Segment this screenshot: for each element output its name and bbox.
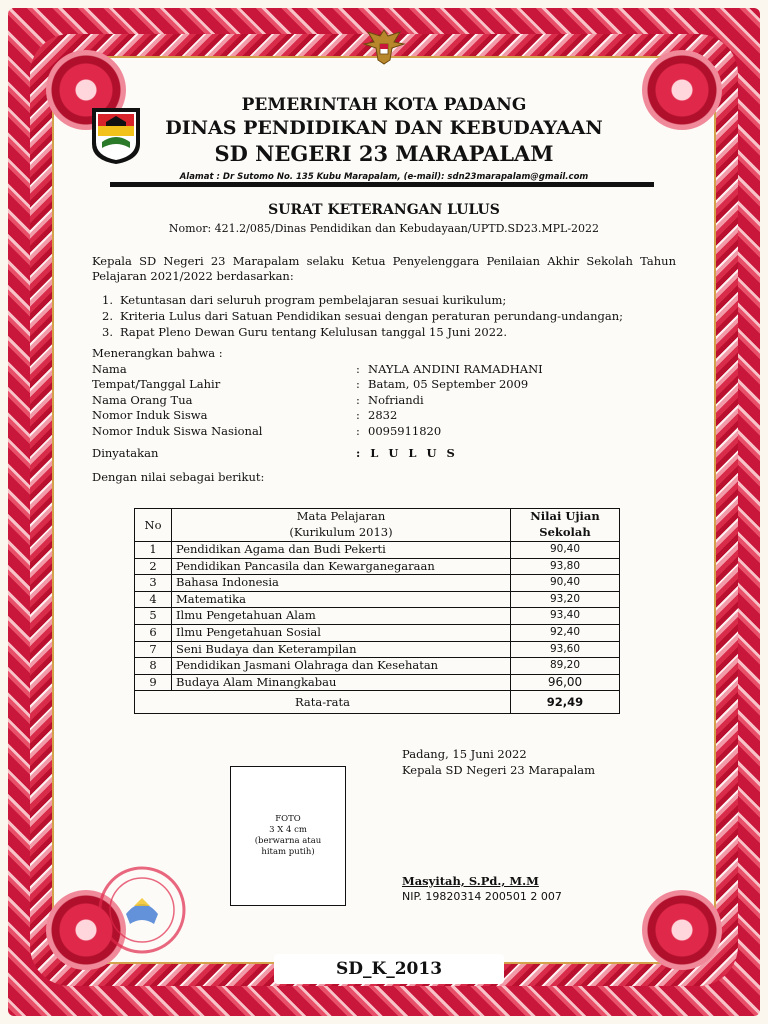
garuda-emblem-icon xyxy=(360,26,408,66)
table-row-average: Rata-rata 92,49 xyxy=(135,691,620,714)
col-no: No xyxy=(135,509,172,542)
letter-title: SURAT KETERANGAN LULUS xyxy=(268,202,500,218)
explains-label: Menerangkan bahwa : xyxy=(92,346,223,360)
field-row-nis: Nomor Induk Siswa : 2832 xyxy=(92,408,398,422)
letterhead-school: SD NEGERI 23 MARAPALAM xyxy=(214,141,554,166)
list-item: 1. Ketuntasan dari seluruh program pembelajaran sesuai kurikulum; xyxy=(102,293,507,307)
table-row: 3 Bahasa Indonesia 90,40 xyxy=(135,575,620,592)
field-row-name: Nama : NAYLA ANDINI RAMADHANI xyxy=(92,361,543,376)
letterhead-divider xyxy=(110,182,654,187)
field-row-birth: Tempat/Tanggal Lahir : Batam, 05 September 2009 xyxy=(92,377,529,391)
grades-table xyxy=(134,508,620,714)
letterhead-department: DINAS PENDIDIKAN DAN KEBUDAYAAN xyxy=(165,117,603,139)
letterhead-government: PEMERINTAH KOTA PADANG xyxy=(241,95,527,115)
table-row: 5 Ilmu Pengetahuan Alam 93,40 xyxy=(135,608,620,625)
list-item: 2. Kriteria Lulus dari Satuan Pendidikan sesuai dengan peraturan perundang-undangan; xyxy=(102,309,624,323)
field-row-parent: Nama Orang Tua : Nofriandi xyxy=(92,392,424,407)
declared-row: Dinyatakan : L U L U S xyxy=(92,446,458,460)
table-row: 4 Matematika 93,20 xyxy=(135,591,620,608)
col-subject: Mata Pelajaran (Kurikulum 2013) xyxy=(172,509,511,542)
criteria-list xyxy=(102,292,672,340)
photo-placeholder: FOTO 3 X 4 cm (berwarna atau hitam putih) xyxy=(230,766,346,906)
table-row: 2 Pendidikan Pancasila dan Kewarganegaraan 93,80 xyxy=(135,558,620,575)
table-row: 8 Pendidikan Jasmani Olahraga dan Kesehatan 89,20 xyxy=(135,658,620,675)
grades-intro: Dengan nilai sebagai berikut: xyxy=(92,470,265,484)
table-row: 1 Pendidikan Agama dan Budi Pekerti 90,40 xyxy=(135,542,620,559)
signature-block xyxy=(402,746,595,778)
student-info xyxy=(92,346,676,439)
col-score: Nilai Ujian Sekolah xyxy=(511,509,620,542)
school-seal-icon xyxy=(96,864,188,956)
signature-place-date: Padang, 15 Juni 2022 xyxy=(402,747,527,761)
signer-name: Masyitah, S.Pd., M.M xyxy=(402,874,539,888)
certificate-content xyxy=(52,56,716,979)
document-code: SD_K_2013 xyxy=(274,954,504,984)
letter-number: Nomor: 421.2/085/Dinas Pendidikan dan Kebudayaan/UPTD.SD23.MPL-2022 xyxy=(168,222,600,235)
letterhead xyxy=(52,94,716,182)
signature-position: Kepala SD Negeri 23 Marapalam xyxy=(402,763,596,777)
letter-intro: Kepala SD Negeri 23 Marapalam selaku Ketua Penyelenggara Penilaian Akhir Sekolah Tahun Pelajaran 2021/2022 berdasarkan: xyxy=(92,254,676,283)
graduation-status: : L U L U S xyxy=(356,446,458,460)
list-item: 3. Rapat Pleno Dewan Guru tentang Kelulusan tanggal 15 Juni 2022. xyxy=(102,325,507,339)
signer-nip: NIP. 19820314 200501 2 007 xyxy=(402,890,562,903)
table-row: 6 Ilmu Pengetahuan Sosial 92,40 xyxy=(135,624,620,641)
table-header xyxy=(135,509,620,542)
table-row: 9 Budaya Alam Minangkabau 96,00 xyxy=(135,674,620,691)
table-row: 7 Seni Budaya dan Keterampilan 93,60 xyxy=(135,641,620,658)
letterhead-address: Alamat : Dr Sutomo No. 135 Kubu Marapalam, (e-mail): sdn23marapalam@gmail.com xyxy=(179,172,589,182)
field-row-nisn: Nomor Induk Siswa Nasional : 0095911820 xyxy=(92,423,442,438)
